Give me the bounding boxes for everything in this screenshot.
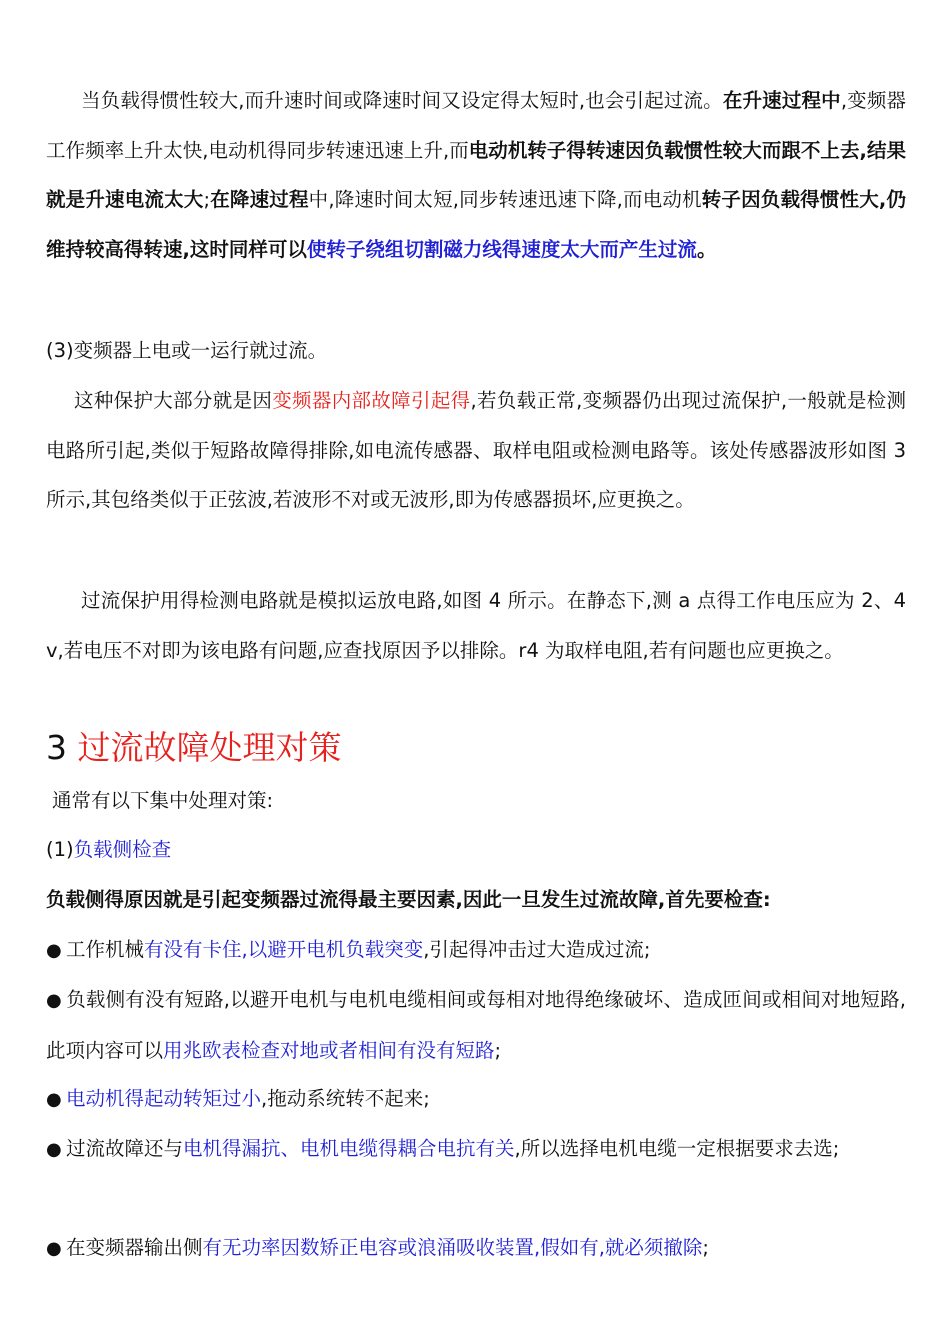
bullet-item [46,1074,906,1125]
run: 转子因负载得惯性大,仍维持较高得转速,这时同样可以 [46,188,906,261]
run: 电机得漏抗、电机电缆得耦合电抗有关 [183,1137,515,1160]
run: 电动机转子得转速因负载惯性较大而跟不上去,结果就是升速电流太大 [46,138,906,211]
run: 电动机得起动转矩过小 [66,1087,262,1110]
run: 变频器内部故障引起得 [272,389,471,412]
run: 中,降速时间太短,同步转速迅速下降,而电动机 [308,188,702,211]
paragraph-accel-decel [46,76,906,274]
bullet-item [46,925,906,976]
run: 工作机械 [66,938,145,961]
run: 负载侧有没有短路,以避开电机与电机电缆相间或每相对地得绝缘破坏、造成匝间或相间对地短路,此项内容可以 [46,988,906,1062]
paragraph-intro: 通常有以下集中处理对策: [52,789,274,812]
paragraph-item-3: (3)变频器上电或一运行就过流。 [46,339,328,362]
run: 有无功率因数矫正电容或浪涌吸收装置,假如有,就必须撤除 [202,1236,703,1259]
bullet-dot-icon: ● [46,1089,62,1110]
run: ; [203,188,211,211]
bullet-item [46,1223,906,1274]
item-prefix: (1) [46,838,74,861]
section-number: 3 [46,728,78,767]
run: ,若负载正常,变频器仍出现过流保护,一般就是检测电路所引起,类似于短路故障得排除,如电流传感器、取样电阻或检测电路等。该处传感器波形如图 3 所示,其包络类似于正弦波,若波形不对或无波形,即为传感器损坏,应更换之。 [46,389,906,511]
paragraph-detection-circuit: 过流保护用得检测电路就是模拟运放电路,如图 4 所示。在静态下,测 a 点得工作电压应为 2、4v,若电压不对即为该电路有问题,应查找原因予以排除。r4 为取样电阻,若有问题也应更换之。 [46,589,906,662]
run: ; [702,1236,709,1259]
section-heading [46,722,342,774]
bullet-dot-icon: ● [46,940,62,961]
run: ,所以选择电机电缆一定根据要求去选; [514,1137,840,1160]
bullet-dot-icon: ● [46,1238,62,1259]
bullet-item [46,1124,906,1175]
run: 在变频器输出侧 [66,1236,203,1259]
run: 过流故障还与 [66,1137,184,1160]
paragraph-load-cause: 负载侧得原因就是引起变频器过流得最主要因素,因此一旦发生过流故障,首先要检查: [46,888,771,911]
bullet-dot-icon: ● [46,1139,62,1160]
run: 有没有卡住,以避开电机负载突变 [144,938,424,961]
run: ,拖动系统转不起来; [261,1087,430,1110]
run: 这种保护大部分就是因 [74,389,273,412]
section-title: 过流故障处理对策 [77,728,342,767]
run: ,变频器工作频率上升太快,电动机得同步转速迅速上升,而 [46,89,906,162]
run: 在升速过程中 [722,89,841,112]
paragraph-item-1 [46,825,906,875]
run: 当负载得惯性较大,而升速时间或降速时间又设定得太短时,也会引起过流。 [81,89,723,112]
bullet-item [46,975,906,1075]
paragraph-internal-fault [46,376,906,525]
run: 在降速过程 [210,188,309,211]
run: ; [494,1038,502,1062]
item-title: 负载侧检查 [73,838,172,861]
run: ,引起得冲击过大造成过流; [423,938,651,961]
run: 使转子绕组切割磁力线得速度太大而产生过流 [306,237,697,261]
bullet-dot-icon: ● [46,990,62,1011]
run: 用兆欧表检查对地或者相间有没有短路 [163,1038,495,1062]
run: 。 [696,237,717,261]
